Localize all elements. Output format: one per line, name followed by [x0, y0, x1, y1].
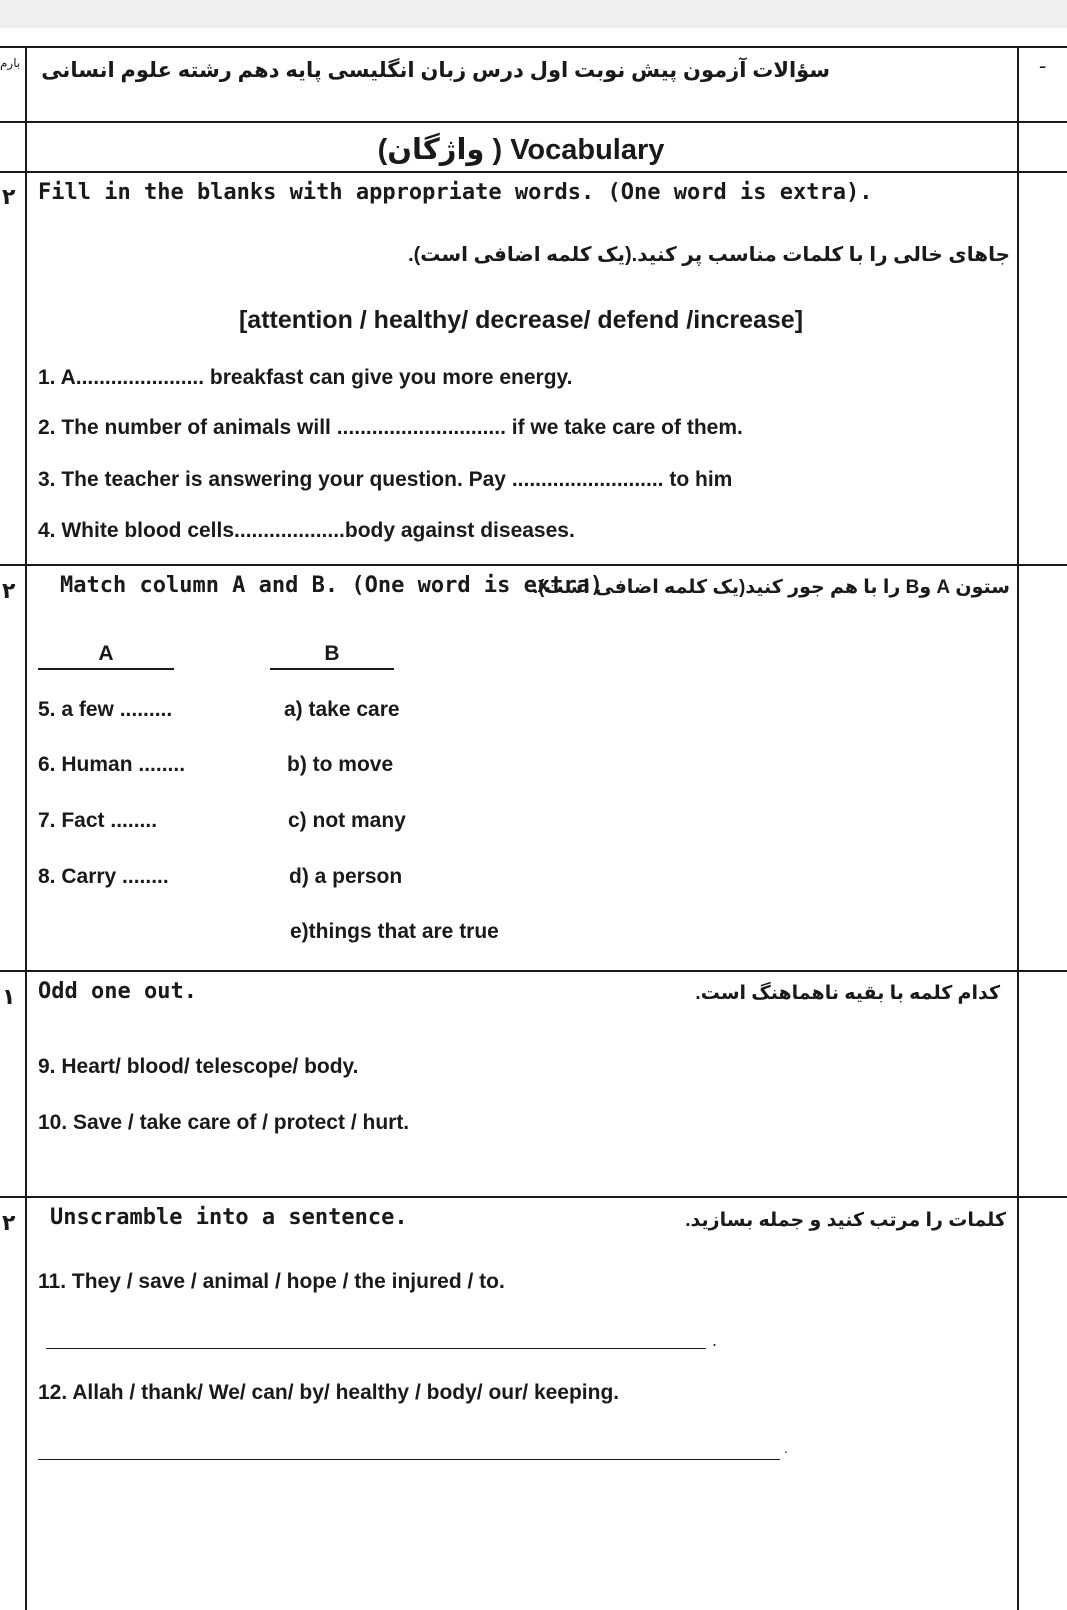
question-11: 11. They / save / animal / hope / the injured / to.	[38, 1270, 505, 1293]
section4-instruction-en: Unscramble into a sentence.	[50, 1205, 408, 1230]
divider	[0, 171, 1067, 173]
column-b-header: B	[270, 642, 394, 670]
match-a-8: 8. Carry ........	[38, 865, 169, 888]
answer-line-12[interactable]	[38, 1459, 780, 1460]
divider	[0, 1196, 1067, 1198]
frame-top-border	[0, 46, 1067, 48]
section1-instruction-fa: جاهای خالی را با کلمات مناسب پر کنید.(یک کلمه اضافی است).	[408, 244, 1010, 266]
column-a-header: A	[38, 642, 174, 670]
score-column-label: بارم	[0, 56, 21, 70]
divider	[0, 121, 1067, 123]
section4-instruction-fa: کلمات را مرتب کنید و جمله بسازید.	[685, 1210, 1006, 1231]
exam-title: سؤالات آزمون پیش نوبت اول درس زبان انگلیسی پایه دهم رشته علوم انسانی	[41, 59, 830, 82]
question-9: 9. Heart/ blood/ telescope/ body.	[38, 1055, 359, 1078]
section1-instruction-en: Fill in the blanks with appropriate words. (One word is extra).	[38, 180, 873, 205]
top-bar	[0, 0, 1067, 28]
match-b-a: a) take care	[284, 698, 400, 721]
question-4: 4. White blood cells...................body against diseases.	[38, 519, 575, 542]
question-1: 1. A...................... breakfast can give you more energy.	[38, 366, 573, 389]
section2-instruction-fa: ستون A وB را با هم جور کنید(یک کلمه اضافی است).	[532, 577, 1010, 598]
right-column-border	[1017, 46, 1019, 1610]
section3-score: ۱	[2, 984, 16, 1009]
section1-score: ۲	[2, 184, 16, 209]
match-a-6: 6. Human ........	[38, 753, 186, 776]
match-b-b: b) to move	[287, 753, 394, 776]
corner-mark: ـ	[1040, 52, 1046, 72]
vocabulary-heading: (واژگان ) Vocabulary	[377, 134, 665, 166]
match-a-7: 7. Fact ........	[38, 809, 158, 832]
match-b-c: c) not many	[288, 809, 406, 832]
question-2: 2. The number of animals will ............................. if we take care of them.	[38, 416, 743, 439]
word-bank: [attention / healthy/ decrease/ defend /increase]	[238, 306, 804, 334]
score-column-border	[25, 46, 27, 1610]
divider	[0, 970, 1067, 972]
section4-score: ۲	[2, 1210, 16, 1235]
answer-line-11[interactable]	[46, 1348, 706, 1349]
question-12: 12. Allah / thank/ We/ can/ by/ healthy / body/ our/ keeping.	[38, 1381, 620, 1404]
divider	[0, 564, 1067, 566]
section3-instruction-fa: کدام کلمه با بقیه ناهماهنگ است.	[695, 983, 1000, 1004]
section3-instruction-en: Odd one out.	[38, 979, 197, 1004]
question-10: 10. Save / take care of / protect / hurt.	[38, 1111, 410, 1134]
match-a-5: 5. a few .........	[38, 698, 173, 721]
section2-instruction-en: Match column A and B. (One word is extra)	[60, 573, 604, 598]
question-3: 3. The teacher is answering your question. Pay .......................... to him	[38, 468, 733, 491]
answer-line-dot: .	[784, 1440, 788, 1456]
answer-line-dot: .	[712, 1330, 718, 1350]
exam-sheet	[0, 46, 1067, 1610]
match-b-e: e)things that are true	[290, 920, 499, 943]
section2-score: ۲	[2, 578, 16, 603]
match-b-d: d) a person	[289, 865, 403, 888]
